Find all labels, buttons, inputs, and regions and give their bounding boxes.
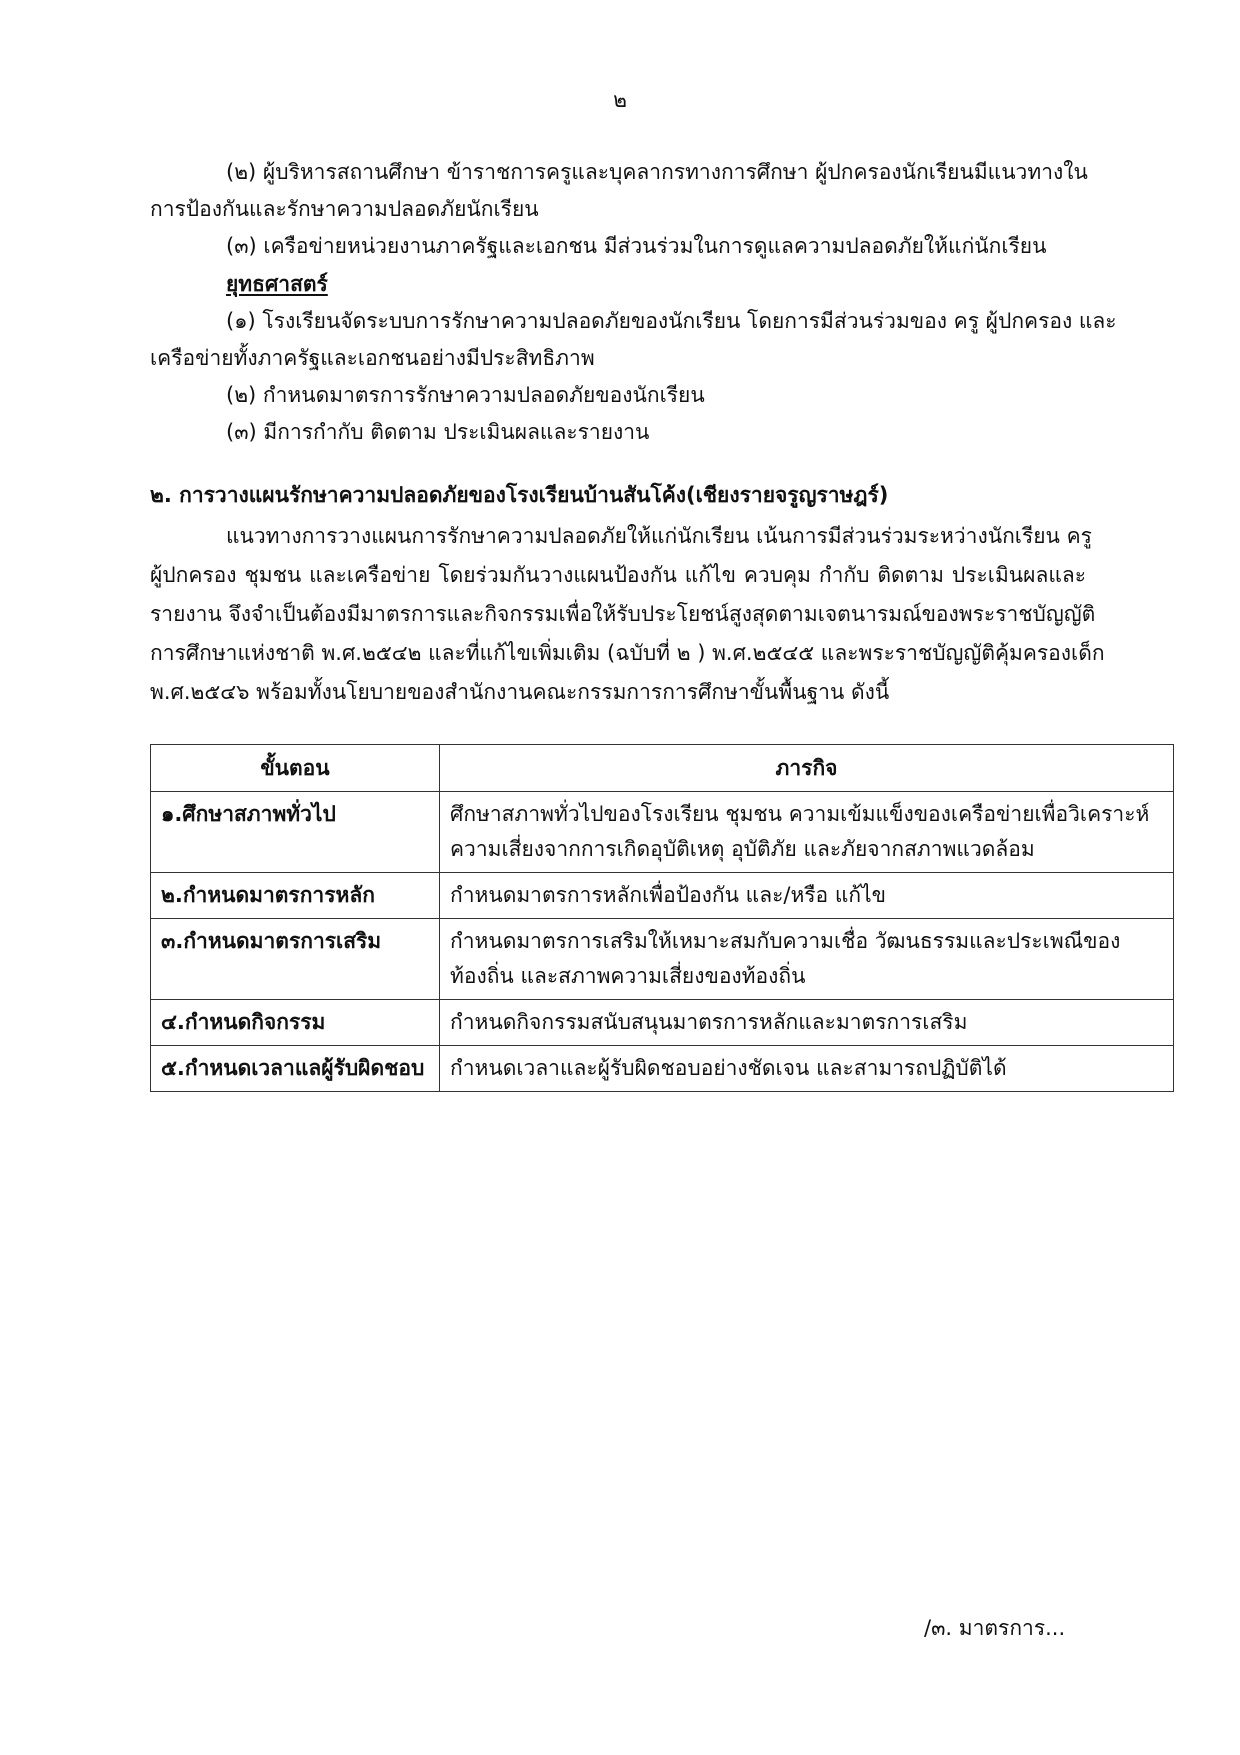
section-2-paragraph-line-5: พ.ศ.๒๕๔๖ พร้อมทั้งนโยบายของสำนักงานคณะกรรมการการศึกษาขั้นพื้นฐาน ดังนี้: [150, 680, 890, 704]
mission-line: ศึกษาสภาพทั่วไปของโรงเรียน ชุมชน ความเข้มแข็งของเครือข่ายเพื่อวิเคราะห์: [450, 802, 1150, 826]
mission-line: กำหนดมาตรการหลักเพื่อป้องกัน และ/หรือ แก้ไข: [450, 883, 887, 907]
section-2-paragraph-line-2: ผู้ปกครอง ชุมชน และเครือข่าย โดยร่วมกันวางแผนป้องกัน แก้ไข ควบคุม กำกับ ติดตาม ประเมินผลและ: [150, 563, 1086, 587]
page-number: ๒: [613, 88, 627, 112]
goal-3: (๓) เครือข่ายหน่วยงานภาครัฐและเอกชน มีส่วนร่วมในการดูแลความปลอดภัยให้แก่นักเรียน: [226, 234, 1047, 258]
section-2-heading: ๒. การวางแผนรักษาความปลอดภัยของโรงเรียนบ้านสันโค้ง(เชียงรายจรูญราษฎร์): [150, 483, 889, 507]
table-row: [151, 792, 1174, 873]
strategy-item-1-line-1: (๑) โรงเรียนจัดระบบการรักษาความปลอดภัยของนักเรียน โดยการมีส่วนร่วมของ ครู ผู้ปกครอง และ: [226, 309, 1117, 333]
steps-table: [150, 744, 1174, 1092]
header-step: ขั้นตอน: [151, 745, 440, 792]
strategy-item-2: (๒) กำหนดมาตรการรักษาความปลอดภัยของนักเรียน: [226, 383, 705, 407]
table-row: [151, 873, 1174, 919]
mission-line: ความเสี่ยงจากการเกิดอุบัติเหตุ อุบัติภัย และภัยจากสภาพแวดล้อม: [450, 837, 1035, 861]
mission-cell: [440, 873, 1174, 919]
strategy-heading: ยุทธศาสตร์: [226, 272, 328, 296]
goal-2-line-2: การป้องกันและรักษาความปลอดภัยนักเรียน: [150, 197, 539, 221]
table-row: [151, 919, 1174, 1000]
step-cell: ๓.กำหนดมาตรการเสริม: [151, 919, 440, 1000]
mission-cell: [440, 919, 1174, 1000]
continuation-note: /๓. มาตรการ...: [924, 1616, 1066, 1640]
table-row: [151, 1000, 1174, 1046]
mission-line: ท้องถิ่น และสภาพความเสี่ยงของท้องถิ่น: [450, 964, 806, 988]
section-2-paragraph-line-3: รายงาน จึงจำเป็นต้องมีมาตรการและกิจกรรมเพื่อให้รับประโยชน์สูงสุดตามเจตนารมณ์ของพระราชบัญญัติ: [150, 602, 1096, 626]
step-cell: ๕.กำหนดเวลาแลผู้รับผิดชอบ: [151, 1046, 440, 1092]
section-2-paragraph-line-4: การศึกษาแห่งชาติ พ.ศ.๒๕๔๒ และที่แก้ไขเพิ่มเติม (ฉบับที่ ๒ ) พ.ศ.๒๕๔๕ และพระราชบัญญัติคุ้มครองเด็ก: [150, 641, 1105, 665]
step-cell: ๔.กำหนดกิจกรรม: [151, 1000, 440, 1046]
mission-cell: [440, 1000, 1174, 1046]
table-header-row: [151, 745, 1174, 792]
mission-cell: [440, 1046, 1174, 1092]
goal-2-line-1: (๒) ผู้บริหารสถานศึกษา ข้าราชการครูและบุคลากรทางการศึกษา ผู้ปกครองนักเรียนมีแนวทางใน: [226, 160, 1088, 184]
strategy-item-3: (๓) มีการกำกับ ติดตาม ประเมินผลและรายงาน: [226, 420, 650, 444]
table-row: [151, 1046, 1174, 1092]
section-2-paragraph-line-1: แนวทางการวางแผนการรักษาความปลอดภัยให้แก่นักเรียน เน้นการมีส่วนร่วมระหว่างนักเรียน ครู: [226, 524, 1092, 548]
step-cell: ๒.กำหนดมาตรการหลัก: [151, 873, 440, 919]
mission-line: กำหนดเวลาและผู้รับผิดชอบอย่างชัดเจน และสามารถปฏิบัติได้: [450, 1056, 1007, 1080]
header-mission: ภารกิจ: [440, 745, 1174, 792]
step-cell: ๑.ศึกษาสภาพทั่วไป: [151, 792, 440, 873]
strategy-item-1-line-2: เครือข่ายทั้งภาครัฐและเอกชนอย่างมีประสิทธิภาพ: [150, 346, 595, 370]
mission-line: กำหนดมาตรการเสริมให้เหมาะสมกับความเชื่อ วัฒนธรรมและประเพณีของ: [450, 929, 1121, 953]
mission-line: กำหนดกิจกรรมสนับสนุนมาตรการหลักและมาตรการเสริม: [450, 1010, 968, 1034]
mission-cell: [440, 792, 1174, 873]
